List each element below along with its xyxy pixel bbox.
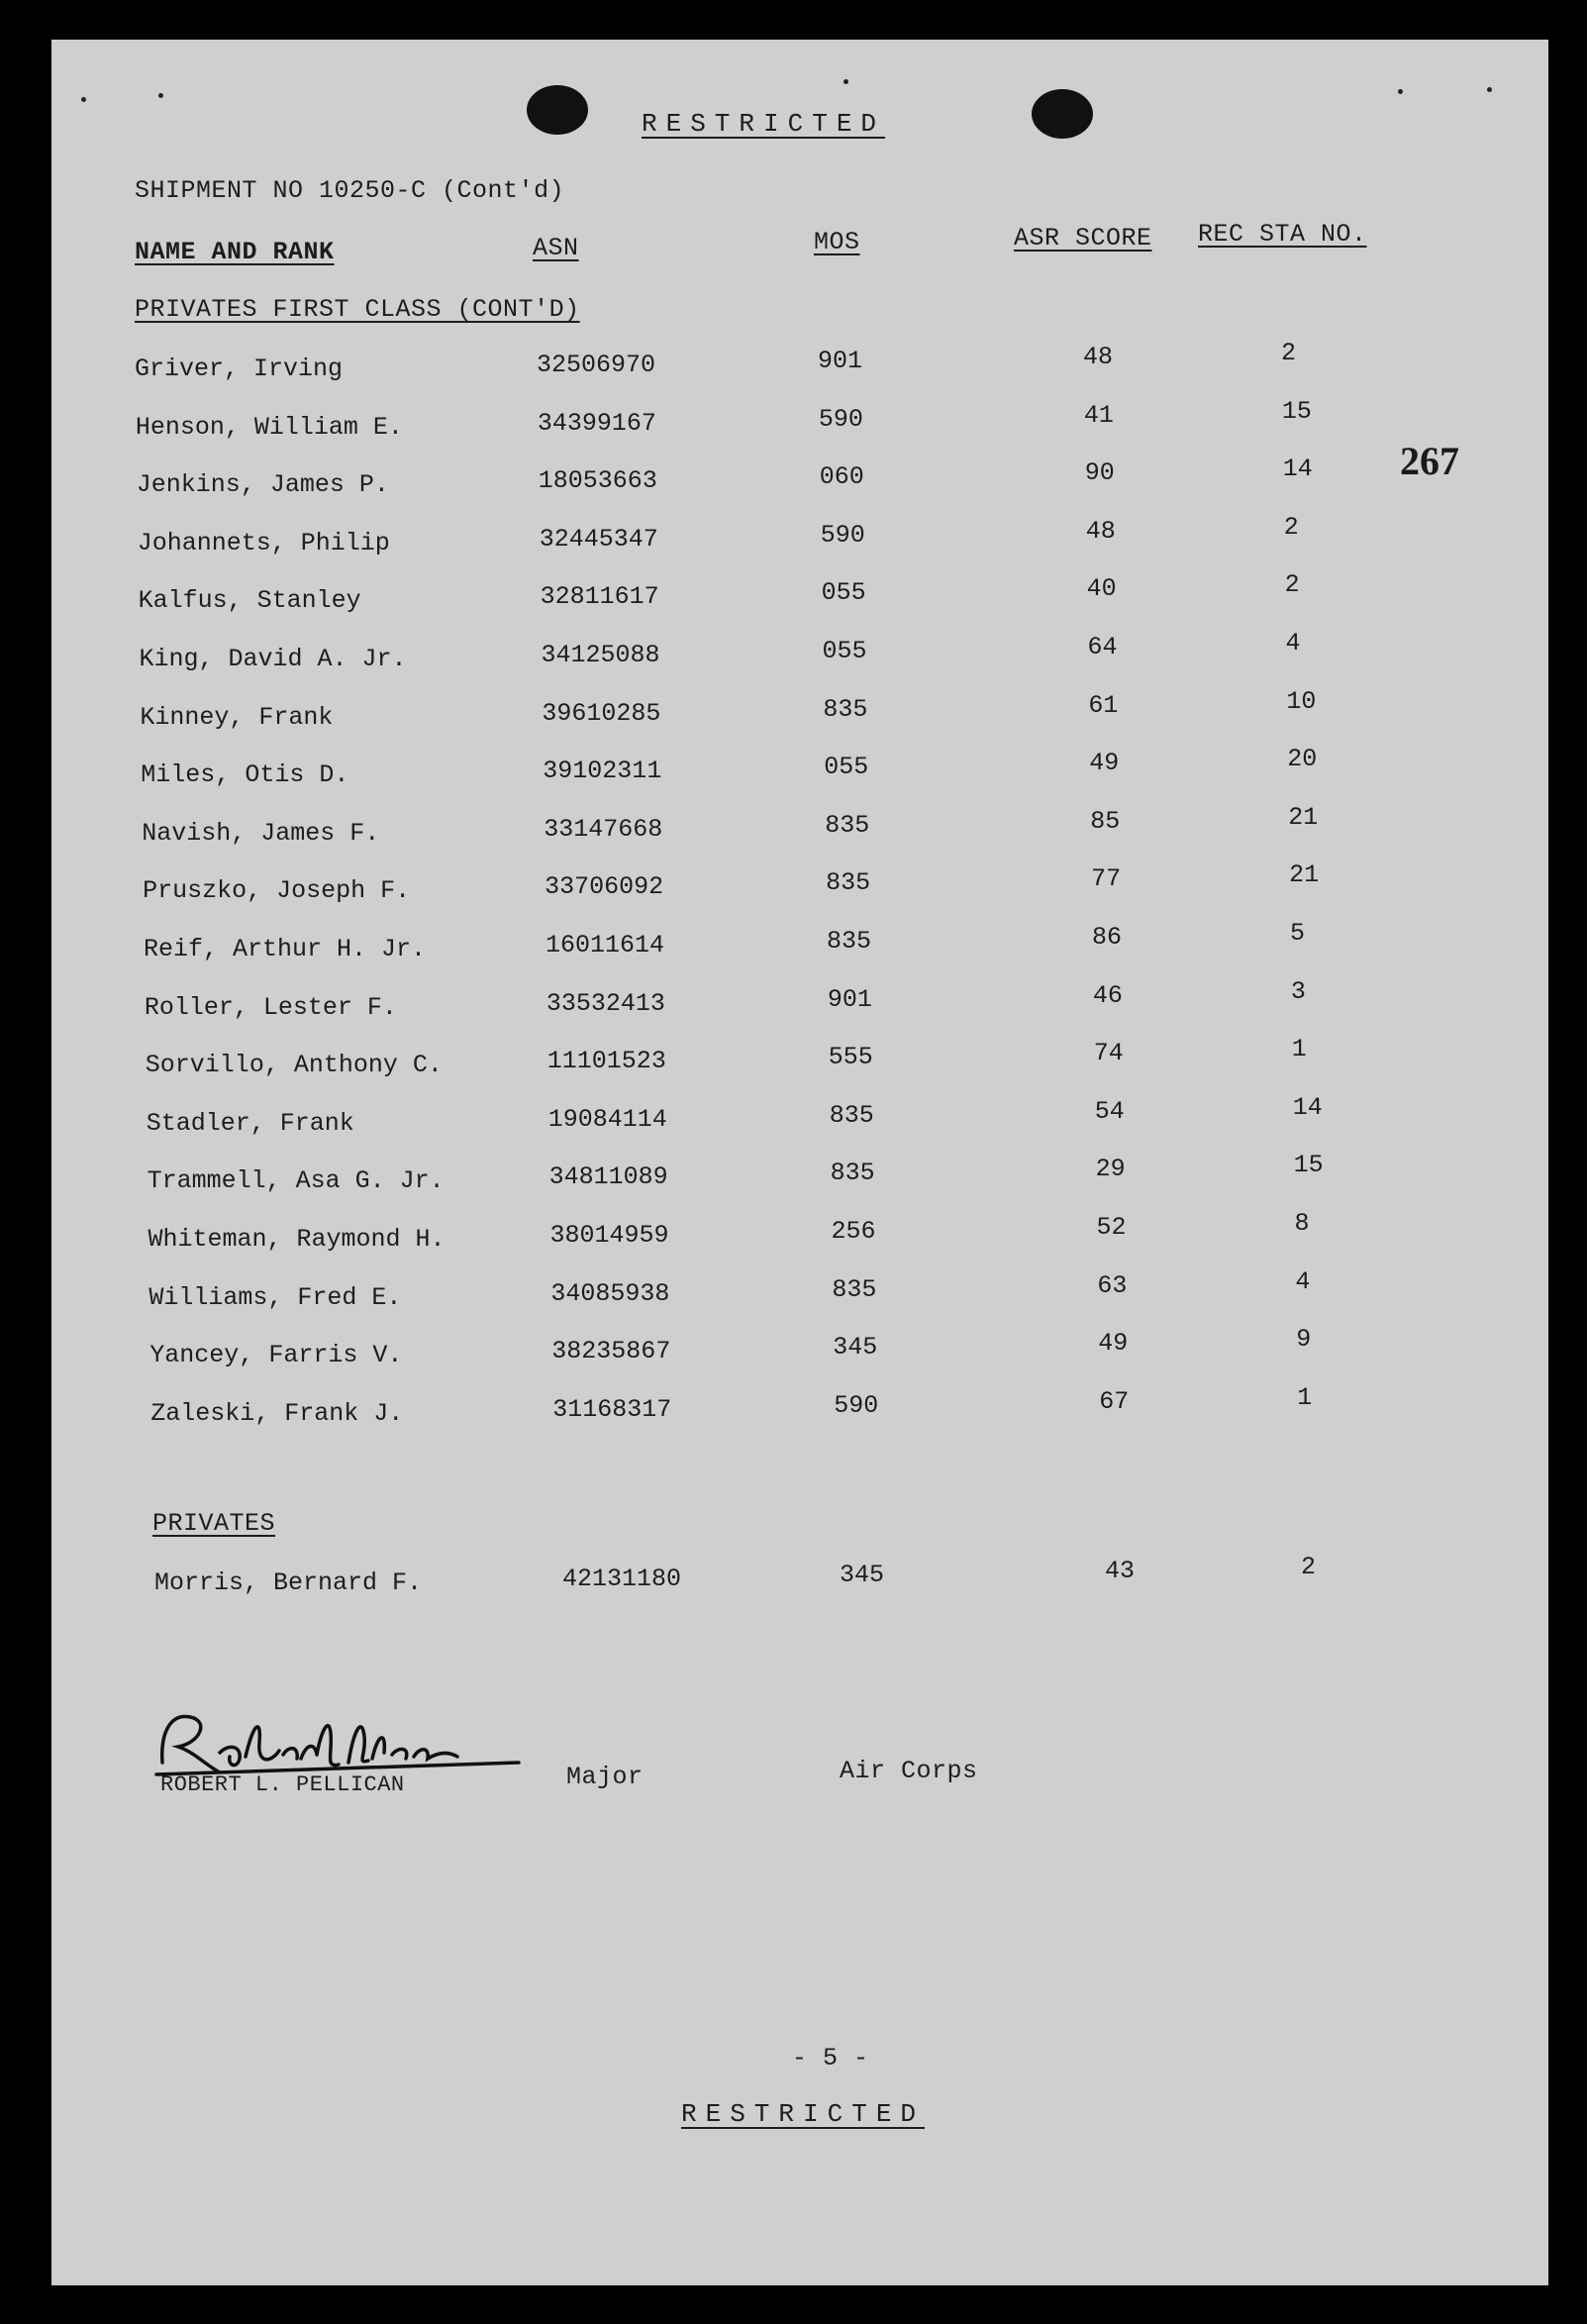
cell-asn: 39610285 (542, 698, 661, 728)
cell-name: Pruszko, Joseph F. (143, 876, 411, 906)
cell-asn: 34399167 (537, 408, 656, 438)
cell-rec: 4 (1295, 1266, 1311, 1296)
cell-name: Kinney, Frank (140, 702, 334, 732)
cell-asr: 41 (1083, 400, 1114, 430)
cell-rec: 21 (1288, 802, 1319, 832)
cell-mos: 835 (823, 694, 868, 724)
cell-name: Zaleski, Frank J. (150, 1398, 404, 1428)
cell-asn: 31168317 (552, 1394, 672, 1424)
cell-name: Miles, Otis D. (141, 760, 349, 790)
cell-asn: 18053663 (538, 466, 657, 496)
cell-asr: 63 (1097, 1270, 1128, 1300)
speck (158, 93, 163, 98)
cell-asn: 33706092 (545, 872, 664, 902)
table-row (51, 570, 1548, 626)
cell-rec: 14 (1292, 1092, 1323, 1122)
restricted-header: RESTRICTED (642, 109, 886, 139)
cell-name: Johannets, Philip (137, 528, 390, 557)
cell-rec: 5 (1290, 919, 1306, 948)
table-row (51, 860, 1548, 916)
cell-asr: 85 (1090, 806, 1121, 836)
cell-mos: 590 (818, 404, 863, 434)
cell-mos: 590 (820, 520, 865, 550)
cell-rec: 20 (1287, 745, 1318, 774)
cell-mos: 256 (831, 1217, 876, 1246)
cell-asr: 49 (1098, 1329, 1129, 1359)
cell-asr: 61 (1088, 690, 1119, 720)
cell-rec: 10 (1286, 686, 1317, 716)
cell-mos: 555 (828, 1043, 873, 1072)
shipment-number: SHIPMENT NO 10250-C (Cont'd) (135, 176, 565, 205)
page-stamp-number: 267 (1400, 439, 1459, 483)
cell-mos: 835 (830, 1159, 875, 1188)
cell-mos: 835 (829, 1100, 874, 1130)
cell-rec: 15 (1281, 396, 1312, 426)
cell-name: Whiteman, Raymond H. (148, 1225, 446, 1254)
cell-asr: 48 (1083, 343, 1114, 371)
signatory-rank: Major (566, 1763, 644, 1791)
cell-asn: 38014959 (549, 1221, 669, 1250)
column-header-asr: ASR SCORE (1014, 224, 1152, 253)
table-row (51, 629, 1548, 684)
cell-name: Kalfus, Stanley (138, 586, 361, 616)
cell-mos: 055 (824, 753, 869, 782)
cell-mos: 590 (834, 1390, 879, 1420)
table-row (51, 396, 1548, 453)
cell-mos: 835 (832, 1274, 877, 1304)
cell-mos: 835 (826, 868, 871, 898)
cell-rec: 9 (1296, 1325, 1312, 1355)
cell-mos: 835 (825, 810, 870, 840)
cell-name: Trammell, Asa G. Jr. (147, 1166, 445, 1196)
cell-rec: 21 (1289, 860, 1320, 890)
cell-name: Henson, William E. (135, 412, 403, 442)
table-row (51, 1266, 1548, 1323)
cell-asn: 19084114 (547, 1104, 667, 1134)
signatory-name: ROBERT L. PELLICAN (160, 1772, 405, 1797)
cell-rec: 2 (1284, 570, 1300, 600)
cell-asr: 52 (1096, 1213, 1127, 1242)
cell-asn: 42131180 (562, 1565, 682, 1593)
speck (1398, 89, 1403, 94)
cell-rec: 4 (1285, 629, 1301, 657)
cell-mos: 055 (821, 578, 866, 608)
speck (843, 79, 848, 84)
cell-name: Jenkins, James P. (136, 470, 389, 500)
cell-asn: 38235867 (551, 1337, 671, 1366)
cell-rec: 2 (1283, 512, 1299, 542)
cell-rec: 8 (1294, 1209, 1310, 1238)
column-header-asn: ASN (533, 234, 579, 262)
table-row (51, 1092, 1548, 1149)
cell-asr: 90 (1084, 458, 1115, 488)
cell-rec: 14 (1282, 455, 1313, 484)
cell-asn: 32506970 (537, 351, 656, 379)
cell-mos: 055 (822, 637, 867, 665)
cell-name: Williams, Fred E. (149, 1282, 402, 1312)
section-heading-pfc: PRIVATES FIRST CLASS (CONT'D) (135, 295, 580, 324)
cell-asr: 43 (1105, 1557, 1136, 1585)
cell-asn: 33147668 (544, 814, 663, 844)
cell-name: Yancey, Farris V. (149, 1341, 403, 1370)
cell-name: Morris, Bernard F. (154, 1568, 423, 1597)
cell-mos: 901 (818, 347, 863, 375)
cell-mos: 345 (840, 1561, 885, 1589)
table-row (51, 1325, 1548, 1380)
table-row (51, 1151, 1548, 1206)
column-header-rec: REC STA NO. (1198, 220, 1367, 249)
cell-mos: 345 (833, 1333, 878, 1363)
cell-name: Stadler, Frank (146, 1108, 354, 1138)
cell-asn: 39102311 (543, 757, 662, 786)
table-row (51, 802, 1548, 859)
cell-rec: 2 (1281, 339, 1297, 367)
cell-asr: 54 (1094, 1096, 1125, 1126)
cell-asr: 77 (1091, 864, 1122, 894)
cell-name: Roller, Lester F. (144, 992, 397, 1022)
cell-asn: 11101523 (546, 1047, 666, 1076)
column-header-name: NAME AND RANK (135, 238, 335, 266)
cell-rec: 1 (1291, 1035, 1307, 1064)
table-row (51, 512, 1548, 568)
cell-asr: 40 (1086, 574, 1117, 604)
cell-name: Sorvillo, Anthony C. (145, 1051, 443, 1080)
cell-asr: 49 (1089, 749, 1120, 778)
table-row (51, 1209, 1548, 1264)
cell-name: Navish, James F. (142, 818, 380, 848)
cell-asr: 67 (1099, 1386, 1130, 1416)
cell-asn: 34125088 (541, 641, 660, 669)
cell-asr: 86 (1092, 923, 1123, 952)
speck (81, 97, 86, 102)
cell-asn: 34085938 (550, 1278, 670, 1308)
cell-asr: 74 (1093, 1039, 1124, 1068)
cell-asn: 16011614 (546, 931, 665, 960)
table-row (51, 686, 1548, 743)
cell-asn: 32811617 (540, 582, 659, 612)
table-row (51, 745, 1548, 800)
cell-rec: 3 (1290, 976, 1306, 1006)
column-header-mos: MOS (814, 228, 860, 256)
table-row (51, 1382, 1548, 1439)
cell-asr: 46 (1092, 980, 1123, 1010)
table-row (51, 976, 1548, 1033)
cell-mos: 835 (827, 927, 872, 956)
page-number: - 5 - (792, 2044, 869, 2072)
section-heading-privates: PRIVATES (152, 1509, 276, 1538)
cell-asn: 33532413 (546, 988, 665, 1018)
cell-asn: 34811089 (548, 1162, 668, 1192)
document-page (51, 40, 1548, 2285)
cell-name: King, David A. Jr. (139, 645, 407, 673)
cell-rec: 1 (1297, 1382, 1313, 1412)
cell-name: Griver, Irving (135, 354, 344, 383)
punch-hole-right (1032, 89, 1093, 139)
restricted-footer: RESTRICTED (681, 2099, 926, 2129)
cell-rec: 15 (1293, 1151, 1324, 1180)
cell-asr: 48 (1085, 516, 1116, 546)
speck (1487, 87, 1492, 92)
table-row (51, 1035, 1548, 1090)
cell-asr: 29 (1095, 1155, 1126, 1184)
cell-mos: 901 (827, 984, 872, 1014)
punch-hole-left (527, 85, 588, 135)
table-row (51, 339, 1548, 394)
table-row (51, 919, 1548, 974)
cell-rec: 2 (1301, 1553, 1317, 1581)
signatory-branch: Air Corps (840, 1757, 978, 1785)
table-row (51, 1553, 1548, 1608)
cell-mos: 060 (819, 462, 864, 492)
cell-asn: 32445347 (539, 524, 658, 554)
cell-name: Reif, Arthur H. Jr. (144, 935, 427, 963)
cell-asr: 64 (1087, 633, 1118, 661)
